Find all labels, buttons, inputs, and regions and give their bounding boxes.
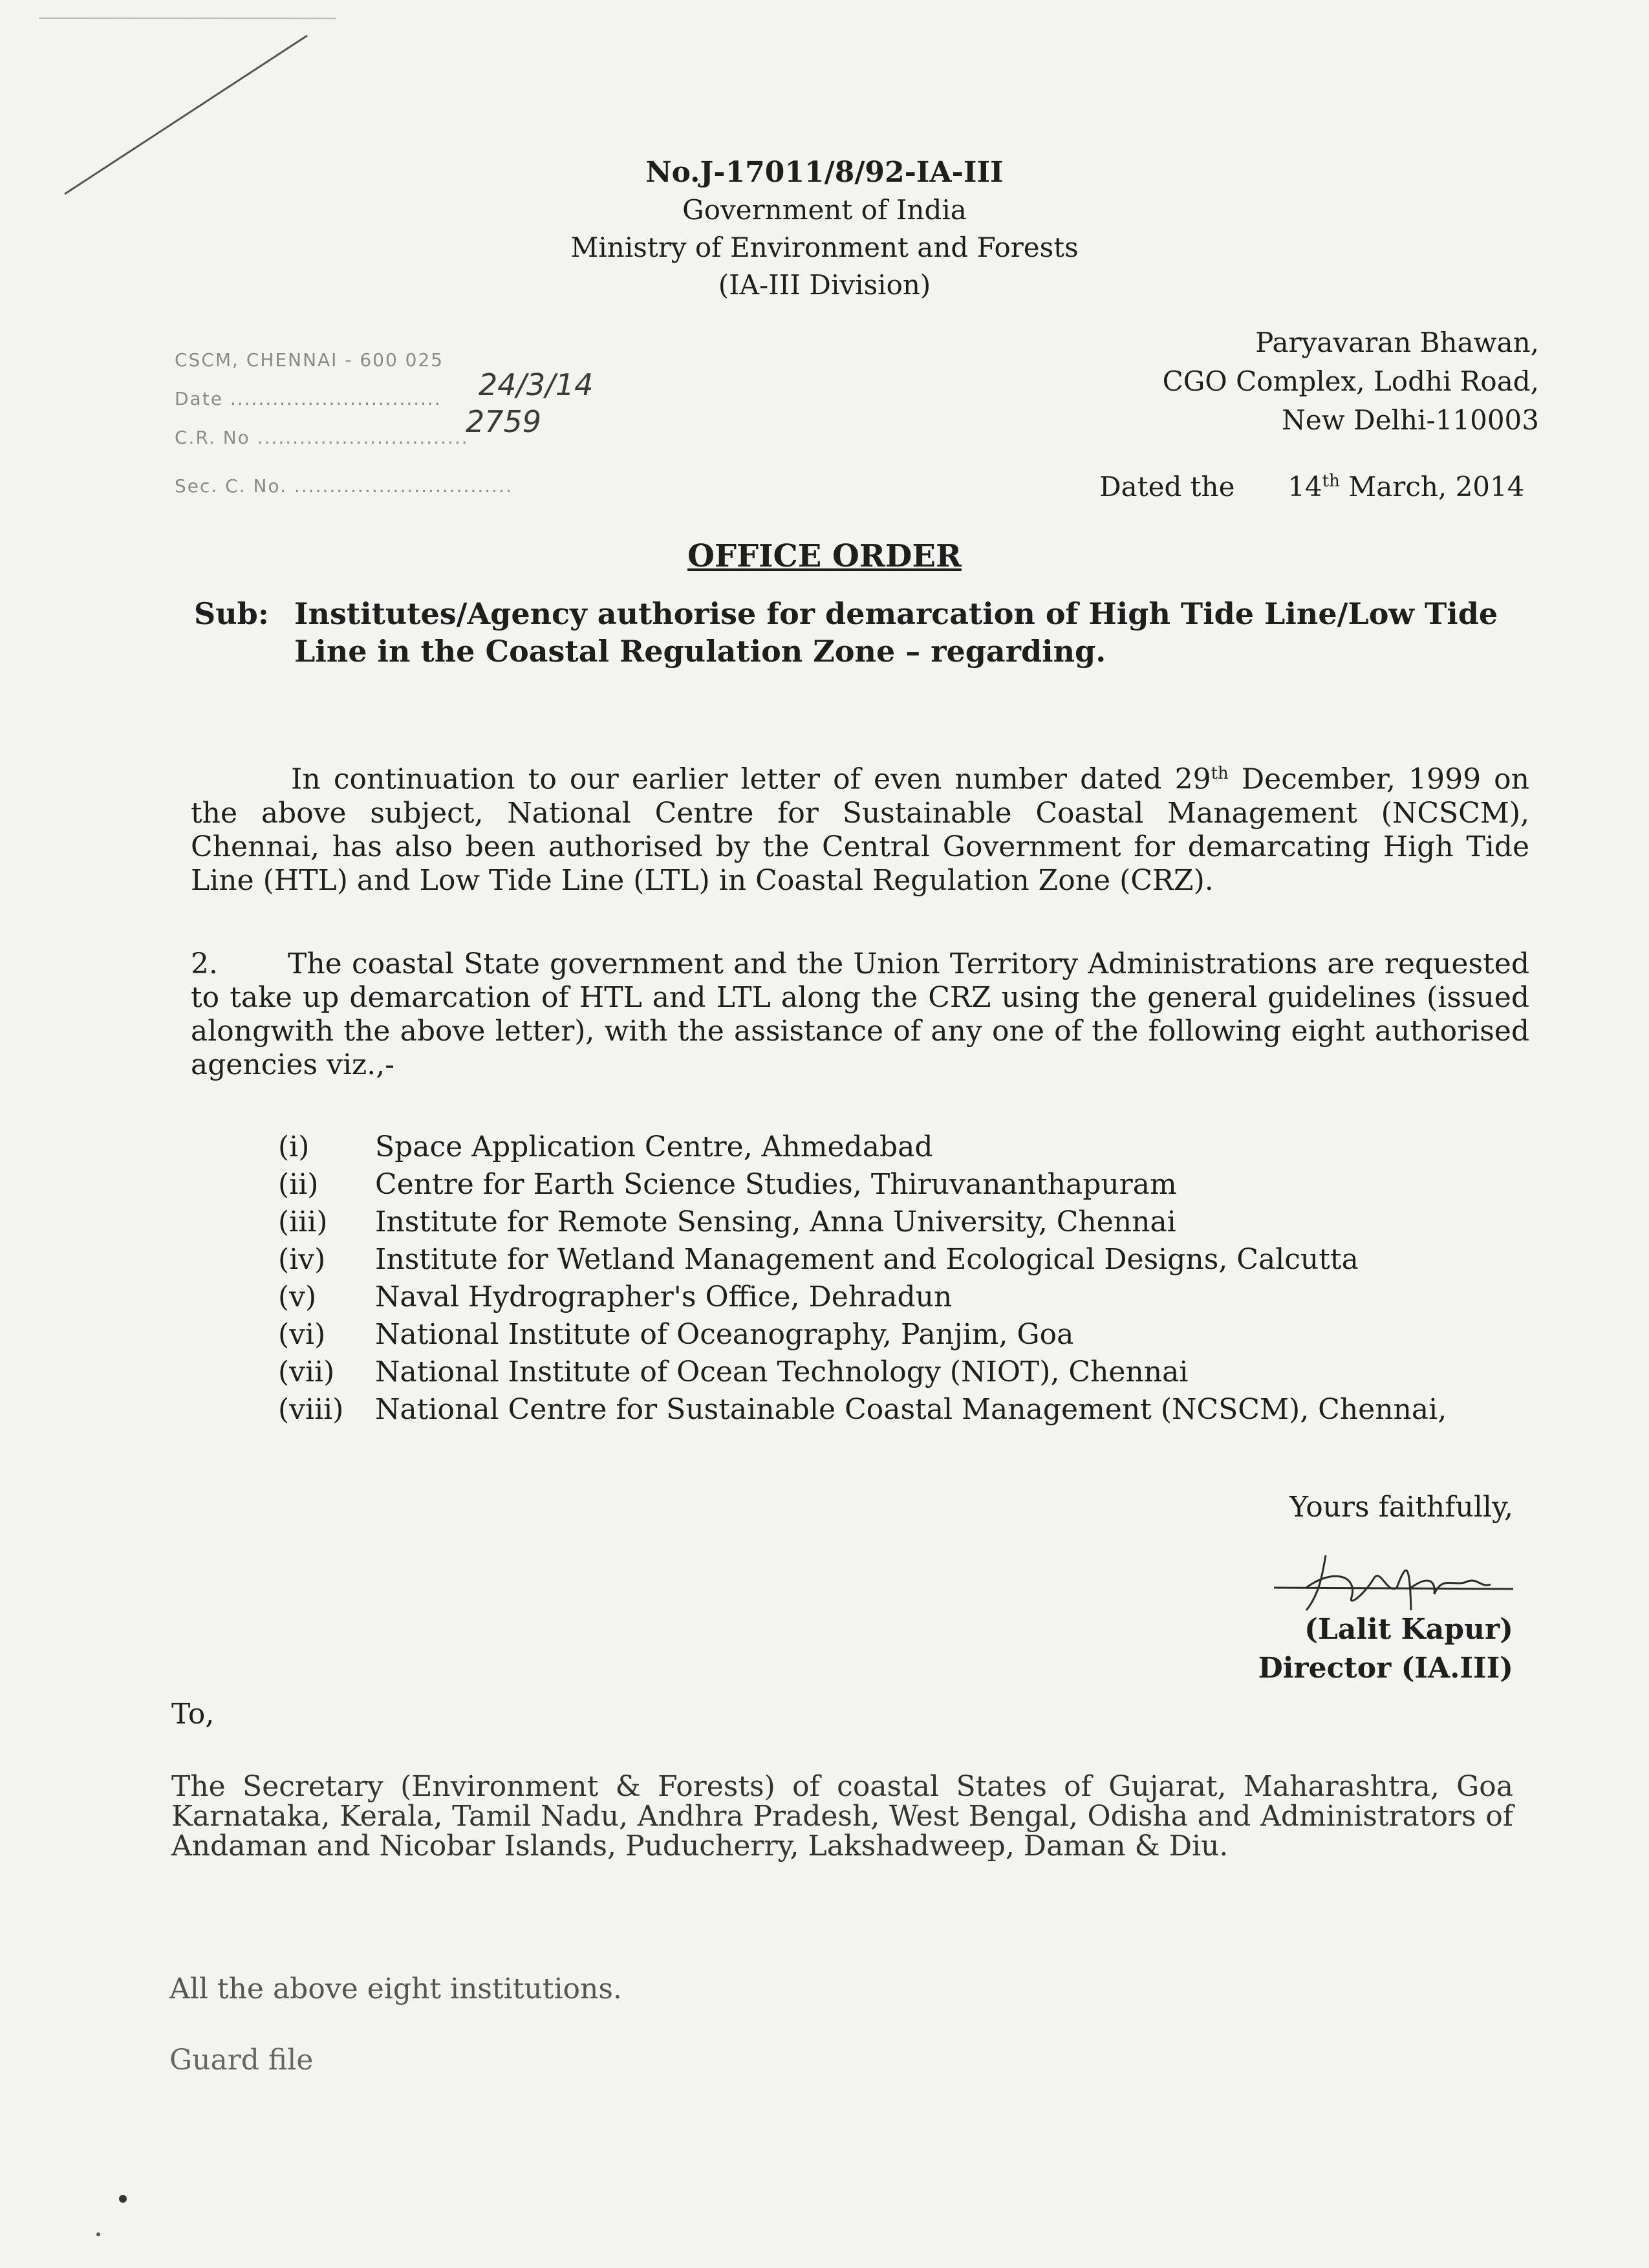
paragraph-1-part2: December, 1999 on the above subject, National Centre for Sustainable Coastal Management (NCSCM), Chennai, has also been authorised by the Central Government for demarcating High Tide Line (HTL) and Low Tide Line (LTL) in Coastal Regulation Zone (CRZ). [191, 762, 1530, 897]
paragraph-1 [191, 757, 1529, 898]
ministry-line: Ministry of Environment and Forests [570, 232, 1079, 263]
paragraph-2 [191, 947, 1529, 1082]
list-item: (ii) Centre for Earth Science Studies, Thiruvananthapuram [278, 1168, 1177, 1201]
agency-list [278, 1129, 1447, 1429]
stamp-office-line: CSCM, CHENNAI - 600 025 [175, 349, 444, 371]
list-item: (iv) Institute for Wetland Management and Ecological Designs, Calcutta [278, 1243, 1359, 1276]
address-line-3: New Delhi-110003 [1282, 404, 1539, 436]
dated-suffix: th [1322, 471, 1340, 491]
signatory-name: (Lalit Kapur) [1304, 1613, 1513, 1646]
reference-number: No.J-17011/8/92-IA-III [645, 156, 1004, 189]
list-item: (v) Naval Hydrographer's Office, Dehradun [278, 1280, 953, 1313]
dated-day: 14 [1288, 471, 1322, 502]
list-item: (vii) National Institute of Ocean Technology (NIOT), Chennai [278, 1355, 1189, 1388]
stamp-cr-value: 2759 [466, 404, 542, 439]
signatory-block [1258, 1610, 1513, 1688]
recipients-text: The Secretary (Environment & Forests) of coastal States of Gujarat, Maharashtra, Goa Karnataka, Kerala, Tamil Nadu, Andhra Pradesh, West Bengal, Odisha and Administrators of Andaman and Nicobar Islands, Puducherry, Lakshadweep, Daman & Diu. [171, 1770, 1513, 1863]
subject-block [194, 595, 1539, 670]
stamp-sec-label: Sec. C. No. ............................... [175, 475, 513, 497]
office-address [1163, 323, 1539, 440]
paragraph-1-sup: th [1211, 764, 1229, 783]
stamp-cr-label: C.R. No .............................. [175, 427, 469, 448]
paragraph-2-number: 2. [191, 947, 218, 980]
handwritten-signature [1261, 1549, 1533, 1620]
to-label: To, [171, 1698, 215, 1731]
scan-specks [0, 0, 168, 2268]
list-item: (iii) Institute for Remote Sensing, Anna University, Chennai [278, 1205, 1176, 1238]
stamp-date-value: 24/3/14 [479, 367, 594, 402]
copy-to-line-1: All the above eight institutions. [169, 1972, 622, 2005]
dated-rest: March, 2014 [1339, 471, 1525, 502]
receipt-stamp [175, 336, 666, 530]
copy-to-line-2: Guard file [169, 2044, 314, 2077]
list-item: (vi) National Institute of Oceanography, Panjim, Goa [278, 1318, 1074, 1351]
paragraph-2-text: The coastal State government and the Union Territory Administrations are requested to take up demarcation of HTL and LTL along the CRZ using the general guidelines (issued alongwith the above letter), with the assistance of any one of the following eight authorised agencies viz.,- [191, 947, 1529, 1081]
list-item: (i) Space Application Centre, Ahmedabad [278, 1130, 933, 1163]
address-line-1: Paryavaran Bhawan, [1255, 327, 1539, 358]
government-line: Government of India [682, 194, 967, 226]
subject-label: Sub: [194, 596, 269, 631]
stamp-date-label: Date .............................. [175, 388, 442, 409]
paragraph-1-part1: In continuation to our earlier letter of even number dated 29 [291, 762, 1211, 796]
document-title: OFFICE ORDER [687, 538, 962, 574]
list-item: (viii) National Centre for Sustainable Coastal Management (NCSCM), Chennai, [278, 1393, 1447, 1426]
subject-text: Institutes/Agency authorise for demarcation of High Tide Line/Low Tide Line in the Coastal Regulation Zone – regarding. [294, 596, 1498, 669]
document-header [0, 154, 1649, 304]
date-line [1099, 471, 1524, 502]
address-line-2: CGO Complex, Lodhi Road, [1162, 365, 1539, 397]
signatory-title: Director (IA.III) [1258, 1652, 1513, 1685]
dated-label: Dated the [1099, 471, 1235, 502]
division-line: (IA-III Division) [718, 269, 931, 301]
closing-salutation: Yours faithfully, [1289, 1491, 1513, 1524]
